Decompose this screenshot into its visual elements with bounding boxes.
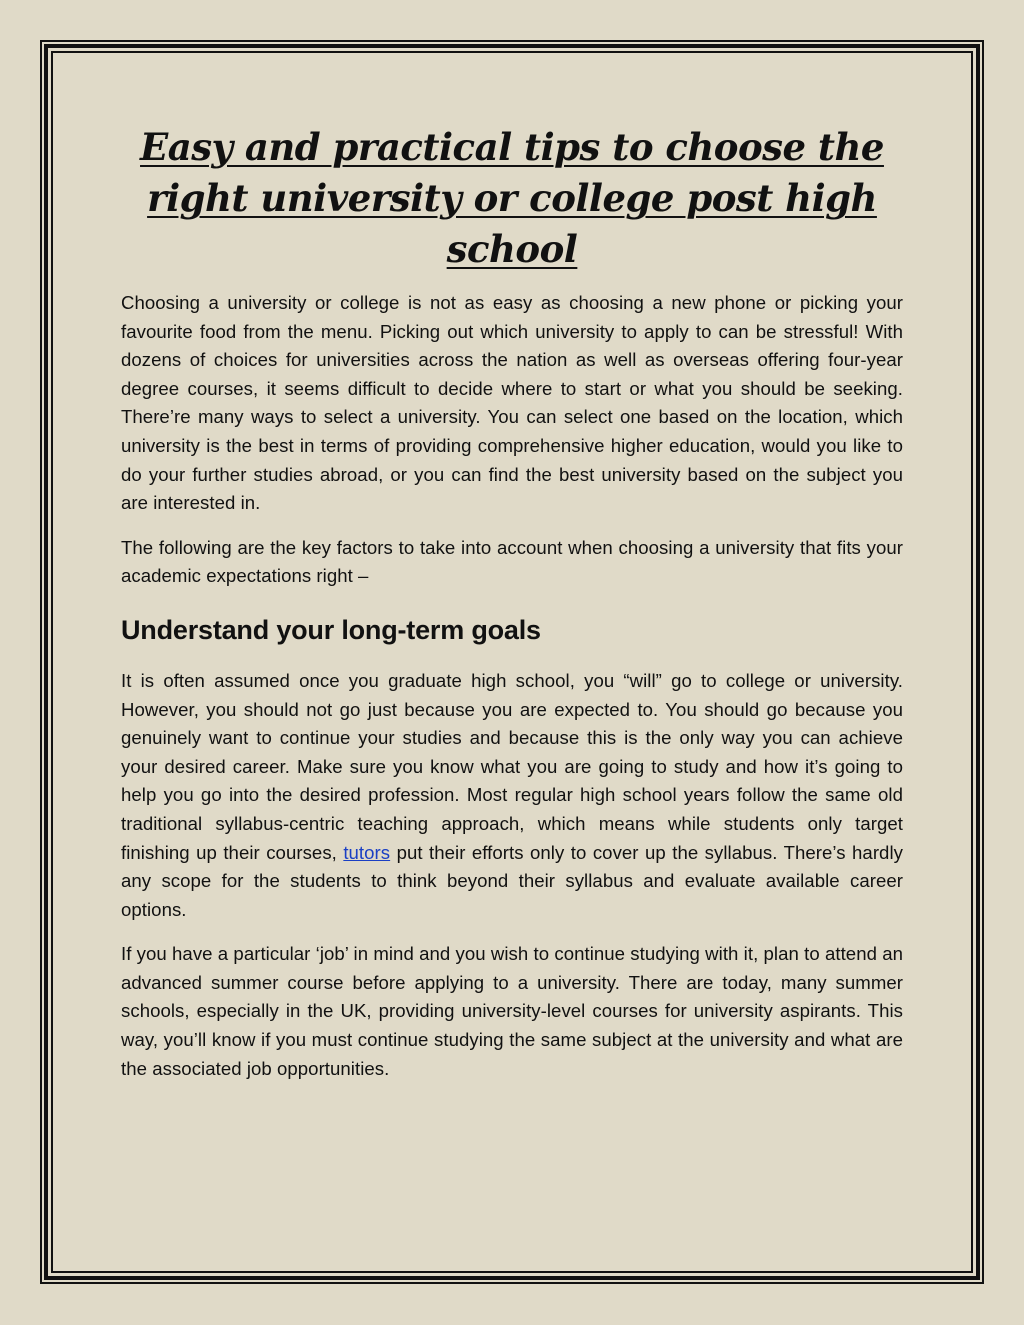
paragraph-text: It is often assumed once you graduate high school, you “will” go to college or university. However, you should not go just because you are expected to. You should go because you genuinely want to continue your studies and because this is the only way you can achieve your desired career. Make sure you know what you are going to study and how it’s going to help you go into the desired profession. Most regular high school years follow the same old traditional syllabus-centric teaching approach, which means while students only target finishing up their courses, bbox=[121, 669, 903, 863]
document-title: Easy and practical tips to choose the right university or college post high school bbox=[140, 125, 884, 271]
tutors-link[interactable]: tutors bbox=[343, 841, 391, 863]
document-body bbox=[121, 122, 903, 1099]
section-heading-long-term-goals: Understand your long-term goals bbox=[121, 614, 541, 645]
long-term-goals-paragraph bbox=[121, 667, 903, 924]
factors-intro-paragraph: The following are the key factors to take into account when choosing a university that fits your academic expectations right – bbox=[121, 536, 903, 587]
paragraph-text: put their efforts only to cover up the syllabus. There’s hardly any scope for the students to think beyond their syllabus and evaluate available career options. bbox=[121, 841, 903, 920]
summer-course-paragraph: If you have a particular ‘job’ in mind and you wish to continue studying with it, plan to attend an advanced summer course before applying to a university. There are today, many summer schools, especially in the UK, providing university-level courses for university aspirants. This way, you’ll know if you must continue studying the same subject at the university and what are the associated job opportunities. bbox=[121, 943, 903, 1079]
intro-paragraph: Choosing a university or college is not as easy as choosing a new phone or picking your favourite food from the menu. Picking out which university to apply to can be stressful! With dozens of choices for universities across the nation as well as overseas offering four-year degree courses, it seems difficult to decide where to start or what you should be seeking. There’re many ways to select a university. You can select one based on the location, which university is the best in terms of providing comprehensive higher education, would you like to do your further studies abroad, or you can find the best university based on the subject you are interested in. bbox=[121, 292, 903, 514]
